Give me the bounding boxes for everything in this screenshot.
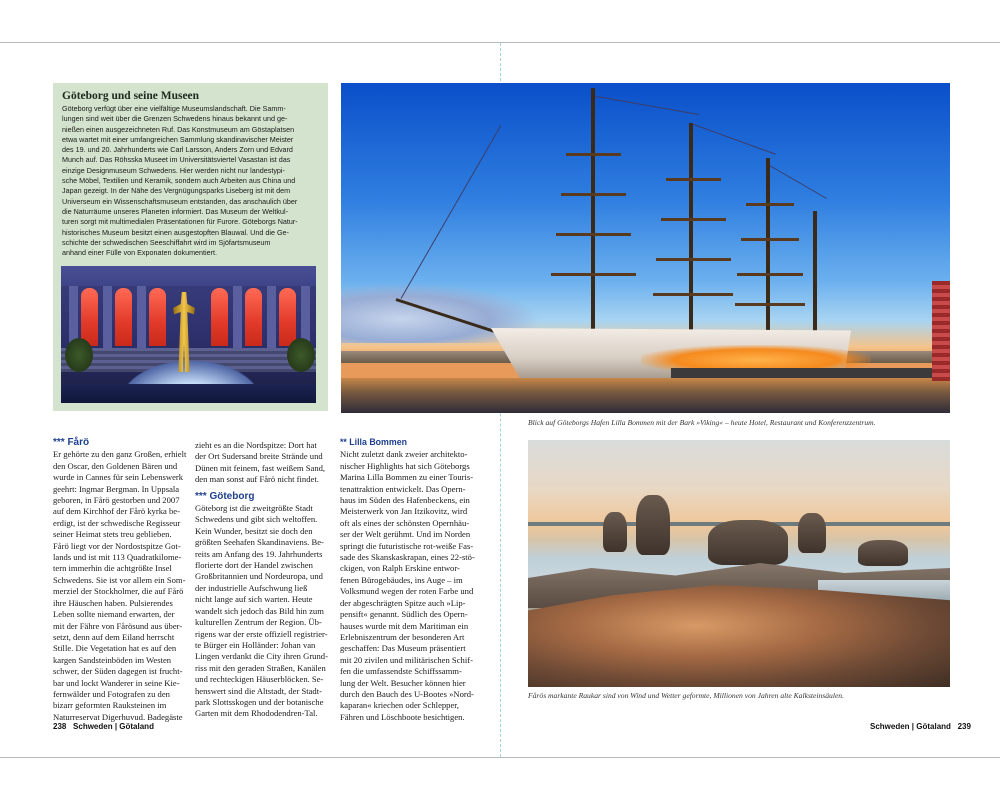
text-line: mit 20 zivilen und militärischen Schif- xyxy=(340,654,473,665)
museum-lit-arch xyxy=(245,288,262,346)
ship-yard xyxy=(661,218,726,221)
museum-tree xyxy=(287,338,315,372)
rauk-stone xyxy=(708,520,788,565)
text-line: haus im Süden des Hafenbeckens, ein xyxy=(340,495,470,506)
text-line: den Oscar, den Goldenen Bären und xyxy=(53,460,178,471)
text-line: hauses wurde mit dem Maritiman ein xyxy=(340,620,469,631)
text-line: Dünen mit feinem, fast weißem Sand, xyxy=(195,462,326,473)
text-line: fen die umfassendste Schiffssamm- xyxy=(340,666,462,677)
museum-lit-arch xyxy=(149,288,166,346)
left-page-number: 238 xyxy=(53,722,67,731)
text-line: ihre Häuschen haben. Pulsierendes xyxy=(53,597,173,608)
text-line: Marina Lilla Bommen zu einer Touris- xyxy=(340,472,474,483)
museum-pillar xyxy=(267,286,276,351)
ship-yard xyxy=(551,273,636,276)
sidebar-line: die Naturräume unseres Planeten informiert. Das Museum der Weltkul- xyxy=(62,206,288,216)
sidebar-line: lungen sind weit über die Grenzen Schwedens hinaus bekannt und ge- xyxy=(62,114,288,124)
faro-continued-text xyxy=(195,440,337,486)
sidebar-line: Göteborg verfügt über eine vielfältige Museumslandschaft. Die Samm- xyxy=(62,104,286,113)
text-line: Meisterwerk von Jan Itzikovitz, wird xyxy=(340,506,468,517)
text-line: geschaffen: Das Museum präsentiert xyxy=(340,643,466,654)
harbor-building xyxy=(932,281,950,381)
text-line: Erlebniszentrum der besonderen Art xyxy=(340,631,465,642)
viking-ship-photo xyxy=(341,83,950,413)
rocks-caption: Fårös markante Raukar sind von Wind und Wetter geformte, Millionen von Jahren alte Kalksteinsäulen. xyxy=(528,691,845,700)
sidebar-line: schichte der schwedischen Seeschiffahrt wird im Sjöfartsmuseum xyxy=(62,237,271,247)
text-line: tenattraktion entwickelt. Das Opern- xyxy=(340,483,466,494)
text-line: rigens war der erste offiziell registrier- xyxy=(195,628,328,639)
museum-lit-arch xyxy=(211,288,228,346)
text-line: lands und ist mit 113 Quadratkilome- xyxy=(53,552,182,563)
text-column-goteborg xyxy=(195,440,337,720)
text-line: Nicht zuletzt dank zweier architekto- xyxy=(340,449,468,460)
lilla-bommen-text xyxy=(340,449,482,723)
text-line: florierte dort der Handel zwischen xyxy=(195,560,313,571)
text-line: setzt, denn auf dem Eiland herrscht xyxy=(53,631,175,642)
text-line: sade des Skanskaskrapan, eines 22-stö- xyxy=(340,552,475,563)
sidebar-line: sche Möbel, Textilien und Keramik, sondern auch Arbeiten aus China und xyxy=(62,176,296,186)
ship-yard xyxy=(656,258,731,261)
ship-mast xyxy=(591,88,595,343)
sidebar-line: etwa wartet mit einer umfangreichen Sammlung skandinavischer Meister xyxy=(62,134,294,144)
right-page-number: 239 xyxy=(957,722,971,731)
rocky-shore-foreground xyxy=(528,585,950,687)
text-line: Er gehörte zu den ganz Großen, erhielt xyxy=(53,449,187,460)
sidebar-line: des 19. und 20. Jahrhunderts wie Carl Larsson, Anders Zorn und Edvard xyxy=(62,145,293,155)
text-line: geehrt: Ingmar Bergman. In Uppsala xyxy=(53,483,180,494)
text-line: kulturellen Zentrum der Region. Üb- xyxy=(195,617,322,628)
museum-pillar xyxy=(233,286,242,351)
sidebar-line: Japan gezeigt. In der Nähe des Vergnügungsparks Liseberg ist mit dem xyxy=(62,186,291,196)
sidebar-title: Göteborg und seine Museen xyxy=(62,90,200,102)
text-line: auf dem Kirchhof der Fårö kyrka be- xyxy=(53,506,180,517)
text-line: größten Seehafen Skandinaviens. Be- xyxy=(195,537,324,548)
rauk-stone xyxy=(798,513,826,553)
museum-pillar xyxy=(137,286,146,351)
text-line: tern immerhin die achtgrößte Insel xyxy=(53,563,172,574)
text-line: durch den Bauch des U-Bootes »Nord- xyxy=(340,688,474,699)
left-running-head: Schweden | Götaland xyxy=(73,722,154,731)
text-line: park Slottsskogen und der botanische xyxy=(195,696,324,707)
text-line: kargen Sandsteinböden im Westen xyxy=(53,654,172,665)
sidebar-line: turen sorgt mit multimedialen Präsentationen für Furore. Göteborgs Natur- xyxy=(62,217,298,227)
text-line: zieht es an die Nordspitze: Dort hat xyxy=(195,440,317,450)
section-heading-lilla-bommen: ** Lilla Bommen xyxy=(340,437,407,447)
ship-yard xyxy=(566,153,621,156)
ship-yard xyxy=(737,273,803,276)
text-line: der Ort Sudersand breite Strände und xyxy=(195,451,323,462)
text-line: pensift« genannt. Südlich des Opern- xyxy=(340,609,468,620)
text-line: Göteborg ist die zweitgrößte Stadt xyxy=(195,503,313,514)
text-line: der industrielle Aufschwung ließ xyxy=(195,582,308,593)
text-line: erdigt, ist der schwedische Regisseur xyxy=(53,517,181,528)
text-line: lung der Welt. Besucher können hier xyxy=(340,677,466,688)
rauk-stone xyxy=(603,512,627,552)
rauk-stone xyxy=(858,540,908,566)
text-line: Fähren und Löschboote besichtigen. xyxy=(340,711,465,722)
goteborg-text xyxy=(195,503,337,720)
text-line: ckigen, von Ralph Erskine entwor- xyxy=(340,563,460,574)
text-line: Stille. Die Vegetation hat es auf den xyxy=(53,643,177,654)
sidebar-line: anhand einer Fülle von Exponaten dokumentiert. xyxy=(62,248,218,258)
sidebar-line: Universeum ein Wissenschaftsmuseum entstanden, das anschaulich über xyxy=(62,196,298,206)
text-line: springt die futuristische rot-weiße Fas- xyxy=(340,540,474,551)
section-heading-goteborg: *** Göteborg xyxy=(195,490,255,502)
ship-mast xyxy=(813,211,817,343)
text-line: oft als eines der schönsten Opernhäu- xyxy=(340,517,470,528)
left-page-folio xyxy=(53,722,154,731)
ship-yard xyxy=(561,193,626,196)
text-line: Kein Wunder, besitzt sie doch den xyxy=(195,525,313,536)
ship-yard xyxy=(741,238,799,241)
right-running-head: Schweden | Götaland xyxy=(870,722,951,731)
text-line: mit der Fähre von Fårösund aus über- xyxy=(53,620,183,631)
text-line: bar und lockt Wanderer in seine Kie- xyxy=(53,677,180,688)
sidebar-line: nießen einen ausgezeichneten Ruf. Das Konstmuseum am Göstaplatsen xyxy=(62,124,295,134)
text-line: seiner Heimat stets treu geblieben. xyxy=(53,529,172,540)
text-line: Volksmund wegen der roten Farbe und xyxy=(340,586,474,597)
text-line: fernwälder und Fotografen zu den xyxy=(53,688,170,699)
museum-lit-arch xyxy=(81,288,98,346)
rauk-stone xyxy=(636,495,670,555)
text-line: riss mit den geraden Straßen, Kanälen xyxy=(195,662,326,673)
rigging-flag-line xyxy=(591,95,700,115)
sidebar-text xyxy=(62,104,319,258)
rigging-flag-line xyxy=(691,123,776,155)
ship-caption: Blick auf Göteborgs Hafen Lilla Bommen mit der Bark »Viking« – heute Hotel, Restaurant und Konferenzzentrum. xyxy=(528,418,876,427)
text-line: Naturreservat Digerhuvud. Badegäste xyxy=(53,711,183,722)
text-line: Leben sollte niemand erwarten, der xyxy=(53,609,175,620)
raukar-photo xyxy=(528,440,950,687)
text-line: te Bürger ein Holländer: Johan van xyxy=(195,639,316,650)
text-line: Garten mit dem Rhododendren-Tal. xyxy=(195,708,318,719)
text-line: merziel der Stockholmer, die auf Fårö xyxy=(53,586,184,597)
text-line: schwer, der Süden dagegen ist frucht- xyxy=(53,666,183,677)
text-line: und rechteckigen Häuserblöcken. Se- xyxy=(195,674,324,685)
sidebar-line: einzige Designmuseum Schwedens. Hier werden nicht nur landestypi- xyxy=(62,165,285,175)
text-column-lilla-bommen xyxy=(340,437,482,723)
text-line: den man sonst auf Fårö nicht findet. xyxy=(195,474,319,485)
ship-yard xyxy=(746,203,794,206)
museum-lit-arch xyxy=(279,288,296,346)
ship-mast xyxy=(766,158,770,343)
sidebar-line: historisches Museum besitzt einen ausgestopften Blauwal. Und die Ge- xyxy=(62,227,289,237)
text-line: nicht lange auf sich warten. Heute xyxy=(195,594,313,605)
text-line: Schwedens und gibt sich weltoffen. xyxy=(195,514,318,525)
museum-facade-roof xyxy=(61,266,316,286)
text-line: henswert sind die Altstadt, der Stadt- xyxy=(195,685,322,696)
fountain-basin xyxy=(61,384,316,403)
museum-tree xyxy=(65,338,93,372)
text-column-faro xyxy=(53,437,195,723)
text-line: Großbritannien und Nordeuropa, und xyxy=(195,571,323,582)
konstmuseum-photo xyxy=(61,266,316,403)
text-line: kaparan« kriechen oder Schlepper, xyxy=(340,700,459,711)
ship-mast xyxy=(689,123,693,343)
text-line: wandelt sich jedoch das Bild hin zum xyxy=(195,605,324,616)
text-line: der abgeschrägten Spitze auch »Lip- xyxy=(340,597,466,608)
ship-yard xyxy=(666,178,721,181)
rigging-flag-line xyxy=(766,163,827,199)
text-line: geboren, in Fårö gestorben und 2007 xyxy=(53,495,180,506)
harbor-water xyxy=(341,378,950,413)
ship-yard xyxy=(653,293,733,296)
museum-lit-arch xyxy=(115,288,132,346)
faro-text xyxy=(53,449,195,723)
text-line: ser der Welt gerühmt. Und im Norden xyxy=(340,529,471,540)
sidebar-line: Munch auf. Das Röhsska Museet im Universitätsviertel Vasastan ist das xyxy=(62,155,291,165)
rigging-flag-line xyxy=(401,125,502,299)
text-line: wurde in Cannes für sein Lebenswerk xyxy=(53,472,184,483)
text-line: nischer Highlights hat sich Göteborgs xyxy=(340,460,470,471)
text-line: reits am Anfang des 19. Jahrhunderts xyxy=(195,548,323,559)
ship-yard xyxy=(735,303,805,306)
section-heading-faro: *** Fårö xyxy=(53,437,90,448)
text-line: Schwedens. Sie ist vor allem ein Som- xyxy=(53,574,186,585)
ship-yard xyxy=(556,233,631,236)
museum-pillar xyxy=(103,286,112,351)
text-line: fenen Bürogebäudes, ins Auge – im xyxy=(340,574,463,585)
text-line: Lingen verdankt die City ihren Grund- xyxy=(195,651,328,662)
text-line: Fårö liegt vor der Nordostspitze Got- xyxy=(53,540,181,551)
text-line: bizarr geformten Rauksteinen im xyxy=(53,700,167,711)
right-page-folio xyxy=(870,722,971,731)
